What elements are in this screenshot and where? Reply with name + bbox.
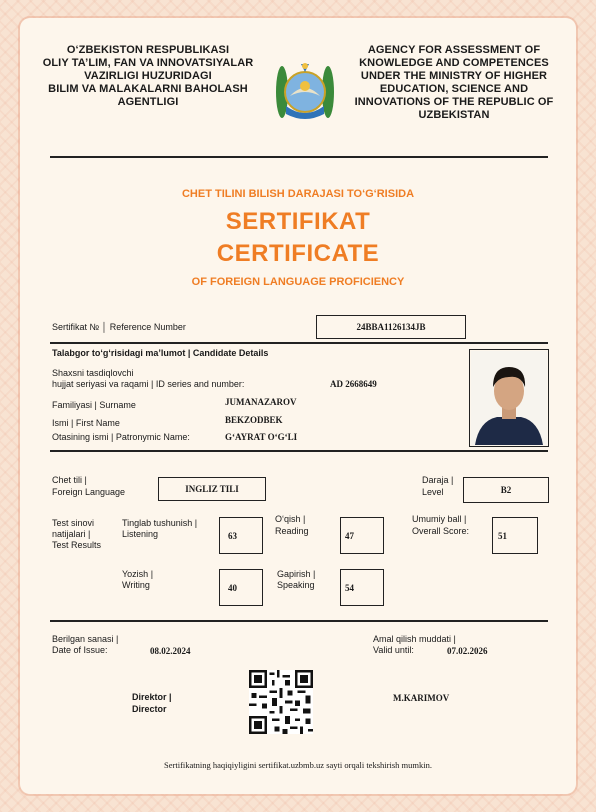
surname-value: JUMANAZAROV: [225, 397, 297, 407]
overall-label-1: Umumiy ball |: [412, 514, 467, 524]
speaking-score: 54: [345, 582, 354, 593]
level-value: B2: [500, 485, 512, 495]
speaking-box: [340, 569, 384, 606]
listening-label-1: Tinglab tushunish |: [122, 518, 198, 528]
verification-note: Sertifikatning haqiqiyligini sertifikat.uzbmb.uz sayti orqali tekshirish mumkin.: [164, 760, 432, 770]
valid-date: 07.02.2026: [447, 646, 488, 656]
listening-label-2: Listening: [122, 529, 159, 539]
title-uz: SERTIFIKAT: [225, 208, 371, 235]
overall-box: [492, 517, 538, 554]
overall-score: 51: [498, 530, 507, 541]
id-label-2: hujjat seriyasi va raqami | ID series and number:: [52, 379, 245, 389]
header-right-line: UZBEKISTAN: [418, 109, 490, 121]
language-label-1: Chet tili |: [52, 475, 87, 485]
subtitle-uz: CHET TILINI BILISH DARAJASI TO‘G‘RISIDA: [181, 188, 415, 200]
reference-label: Sertifikat № │ Reference Number: [52, 322, 186, 332]
state-emblem-icon: [272, 58, 338, 126]
language-box: [158, 477, 266, 501]
reading-label-1: O‘qish |: [275, 514, 306, 524]
header-left-line: VAZIRLIGI HUZURIDAGI: [84, 70, 212, 82]
first-name-value: BEKZODBEK: [225, 415, 283, 425]
divider: [50, 156, 548, 158]
divider: [50, 450, 548, 452]
issue-label-2: Date of Issue:: [52, 645, 108, 655]
photo-frame: [469, 349, 549, 447]
valid-label-1: Amal qilish muddati |: [373, 634, 456, 644]
divider: [50, 620, 548, 622]
reading-label-2: Reading: [275, 526, 309, 536]
results-label-3: Test Results: [52, 540, 102, 550]
level-label-1: Daraja |: [422, 475, 454, 485]
header-right-line: UNDER THE MINISTRY OF HIGHER: [360, 70, 548, 82]
results-label-1: Test sinovi: [52, 518, 95, 528]
subtitle-en: OF FOREIGN LANGUAGE PROFICIENCY: [191, 276, 405, 288]
director-label-1: Direktor |: [132, 692, 172, 702]
writing-score: 40: [228, 582, 237, 593]
level-box: [463, 477, 549, 503]
listening-score: 63: [228, 530, 237, 541]
writing-box: [219, 569, 263, 606]
header-left-line: OLIY TA’LIM, FAN VA INNOVATSIYALAR: [42, 57, 254, 69]
results-label-2: natijalari |: [52, 529, 91, 539]
candidate-heading: Talabgor to‘g‘risidagi ma’lumot | Candidate Details: [52, 348, 269, 358]
qr-code-icon: [249, 670, 313, 734]
reference-number-box: [316, 315, 466, 339]
reading-score: 47: [345, 530, 354, 541]
issue-date: 08.02.2024: [150, 646, 191, 656]
writing-label-2: Writing: [122, 580, 150, 590]
header-left-line: AGENTLIGI: [117, 96, 179, 108]
header-left-line: BILIM VA MALAKALARNI BAHOLASH: [48, 83, 248, 95]
reference-number: 24BBA1126134JB: [356, 322, 426, 332]
header-left-line: O‘ZBEKISTON RESPUBLIKASI: [66, 44, 230, 56]
director-name: M.KARIMOV: [393, 693, 450, 703]
divider: [50, 342, 548, 344]
patronymic-label: Otasining ismi | Patronymic Name:: [52, 432, 190, 442]
patronymic-value: G‘AYRAT O‘G‘LI: [225, 432, 298, 442]
id-value: AD 2668649: [330, 379, 377, 389]
header-right: [340, 44, 568, 122]
header-right-line: AGENCY FOR ASSESSMENT OF: [367, 44, 541, 56]
header-left: [30, 44, 266, 109]
writing-label-1: Yozish |: [122, 569, 154, 579]
director-label-2: Director: [132, 704, 167, 714]
reading-box: [340, 517, 384, 554]
header-right-line: KNOWLEDGE AND COMPETENCES: [359, 57, 549, 69]
header-right-line: EDUCATION, SCIENCE AND: [379, 83, 529, 95]
first-name-label: Ismi | First Name: [52, 418, 120, 428]
level-label-2: Level: [422, 487, 444, 497]
language-value: INGLIZ TILI: [185, 484, 239, 494]
valid-label-2: Valid until:: [373, 645, 414, 655]
certificate-sheet: [20, 18, 576, 794]
language-label-2: Foreign Language: [52, 487, 126, 497]
surname-label: Familiyasi | Surname: [52, 400, 136, 410]
header-right-line: INNOVATIONS OF THE REPUBLIC OF: [354, 96, 554, 108]
id-label-1: Shaxsni tasdiqlovchi: [52, 368, 134, 378]
issue-label-1: Berilgan sanasi |: [52, 634, 119, 644]
listening-box: [219, 517, 263, 554]
speaking-label-1: Gapirish |: [277, 569, 316, 579]
candidate-photo-icon: [471, 351, 547, 445]
speaking-label-2: Speaking: [277, 580, 315, 590]
title-en: CERTIFICATE: [216, 240, 380, 267]
overall-label-2: Overall Score:: [412, 526, 470, 536]
